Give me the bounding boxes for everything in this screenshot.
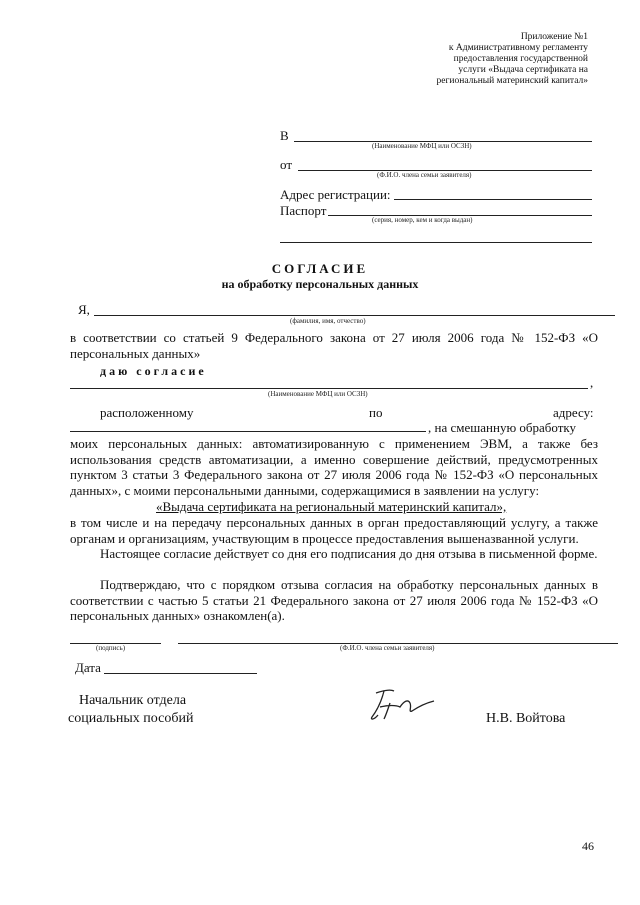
appendix-line: к Административному регламенту — [448, 43, 588, 53]
org-caption: (Наименование МФЦ или ОСЗН) — [268, 390, 368, 398]
transfer-paragraph: в том числе и на передачу персональных данных в орган предоставляющий услугу, а также органам и организациям, участвующим в процессе предоставления вышеназванной услуги. — [70, 515, 598, 546]
to-caption: (Наименование МФЦ или ОСЗН) — [372, 142, 472, 150]
signature-caption: (подпись) — [96, 644, 126, 652]
position-line-2: социальных пособий — [68, 711, 194, 726]
date-label: Дата — [75, 660, 101, 675]
from-prefix: от — [280, 157, 293, 172]
consent-word: даю согласие — [100, 364, 207, 378]
appendix-line: региональный материнский капитал» — [436, 76, 588, 86]
document-title: СОГЛАСИЕ — [271, 261, 369, 276]
to-prefix: В — [280, 128, 289, 143]
address-field-line[interactable] — [394, 199, 592, 200]
located-word: расположенному — [100, 405, 194, 420]
mixed-processing-tail: , на смешанную обработку — [428, 420, 577, 435]
service-name: «Выдача сертификата на региональный материнский капитал», — [156, 499, 507, 514]
confirm-paragraph: Подтверждаю, что с порядком отзыва согласия на обработку персональных данных в соответствии с частью 5 статьи 21 Федерального закона от 27 июля 2006 года № 152-ФЗ «О персональных данных» ознакомлен(а). — [70, 577, 598, 623]
document-subtitle: на обработку персональных данных — [221, 277, 419, 291]
handwritten-signature — [360, 685, 450, 725]
applicant-name-caption: (Ф.И.О. члена семьи заявителя) — [340, 644, 435, 652]
ya-label: Я, — [78, 302, 90, 317]
passport-extra-line[interactable] — [280, 242, 592, 243]
passport-label: Паспорт — [280, 203, 327, 218]
from-caption: (Ф.И.О. члена семьи заявителя) — [377, 171, 472, 179]
po-word: по — [369, 405, 383, 420]
org-field-line[interactable] — [70, 388, 588, 389]
address-word: адресу: — [553, 405, 594, 420]
address-label: Адрес регистрации: — [280, 187, 391, 202]
processing-paragraph: моих персональных данных: автоматизированную с применением ЭВМ, а также без использования средств автоматизации, а именно совершение действий, предусмотренных пунктом 3 статьи 3 Федерального закона от 27 июля 2006 года № 152-ФЗ «О персональных данных», с моими персональными данными, содержащимися в заявлении на услугу: — [70, 436, 598, 498]
appendix-line: Приложение №1 — [520, 32, 588, 42]
org-address-field-line[interactable] — [70, 431, 426, 432]
law-reference: в соответствии со статьей 9 Федерального закона от 27 июля 2006 года № 152-ФЗ «О персональных данных» — [70, 330, 598, 361]
passport-caption: (серия, номер, кем и когда выдан) — [372, 216, 473, 224]
fio-field-line[interactable] — [94, 315, 615, 316]
org-comma: , — [590, 375, 594, 390]
fio-caption: (фамилия, имя, отчество) — [290, 317, 366, 325]
date-field-line[interactable] — [104, 673, 257, 674]
appendix-line: предоставления государственной — [453, 54, 588, 64]
official-name: Н.В. Войтова — [486, 711, 566, 726]
appendix-note — [437, 32, 588, 87]
appendix-line: услуги «Выдача сертификата на — [458, 65, 588, 75]
position-line-1: Начальник отдела — [79, 693, 187, 708]
page-number: 46 — [582, 839, 594, 853]
validity-paragraph: Настоящее согласие действует со дня его подписания до дня отзыва в письменной форме. — [100, 546, 598, 561]
